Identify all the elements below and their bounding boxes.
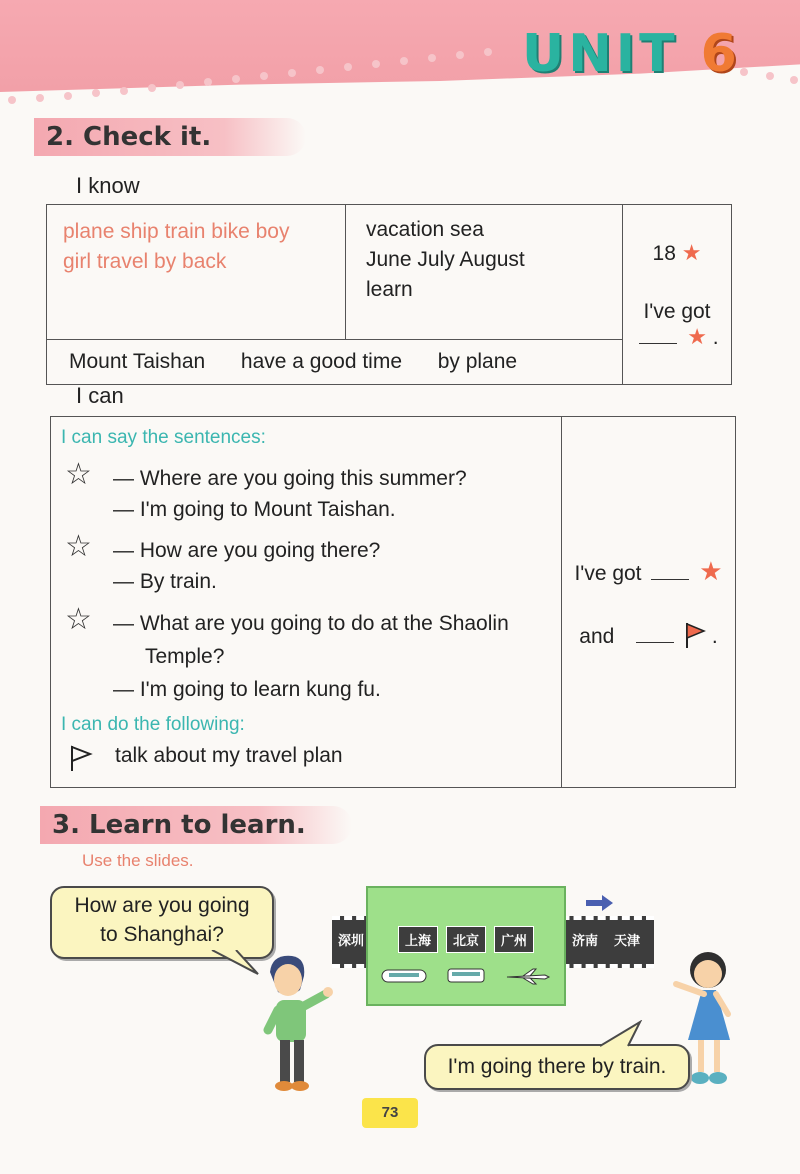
outline-star-icon[interactable]: ☆ — [65, 530, 92, 563]
blank-line[interactable] — [639, 343, 677, 344]
arrow-right-icon — [586, 894, 614, 912]
section-check-it-heading: 2. Check it. — [34, 118, 306, 156]
city-button[interactable]: 上海 — [398, 926, 438, 953]
phrase-item: have a good time — [240, 350, 402, 373]
slide-panel[interactable] — [366, 886, 566, 1006]
city-label: 深圳 — [338, 933, 365, 948]
got-stars-line — [624, 300, 730, 350]
star-icon: ★ — [699, 555, 723, 586]
sentence-line: — I'm going to Mount Taishan. — [113, 498, 396, 521]
bubble-line: How are you going — [74, 894, 250, 917]
star-icon: ★ — [687, 323, 707, 349]
speech-bubble-right: I'm going there by train. — [424, 1044, 690, 1090]
outline-star-icon[interactable]: ☆ — [65, 458, 92, 491]
sentence-item — [61, 458, 551, 525]
period: . — [711, 624, 718, 648]
vocab-line-1: vacation sea — [366, 218, 484, 241]
phrase-item: Mount Taishan — [69, 350, 206, 373]
i-know-table — [46, 204, 732, 385]
transport-icons — [368, 967, 564, 985]
bubble-line: to Shanghai? — [100, 923, 224, 946]
sentence-line: — By train. — [113, 570, 217, 593]
page-number: 73 — [362, 1098, 418, 1128]
vocab-cell-1 — [47, 205, 346, 340]
score-cell-2 — [562, 417, 736, 788]
sentences-cell — [51, 417, 562, 788]
vocab-words-pink: plane ship train bike boy girl travel by back — [63, 220, 290, 273]
flag-icon[interactable] — [69, 744, 93, 772]
unit-word: UNIT — [522, 24, 679, 84]
subheading: Use the slides. — [82, 851, 194, 870]
got-text: I've got — [574, 561, 642, 585]
outline-star-icon[interactable]: ☆ — [65, 603, 92, 636]
bus-icon[interactable] — [447, 967, 487, 985]
speech-bubble-left — [50, 886, 274, 959]
slide-cities — [368, 926, 564, 953]
vocab-line-3: learn — [366, 278, 413, 301]
sentence-line: — What are you going to do at the Shaolin — [113, 612, 509, 635]
say-heading: I can say the sentences: — [61, 427, 266, 448]
total-stars — [624, 240, 730, 266]
sentence-line: — How are you going there? — [113, 539, 381, 562]
vocab-line-2: June July August — [366, 248, 525, 271]
i-can-label: I can — [76, 383, 124, 408]
section-learn-to-learn-heading: 3. Learn to learn. — [40, 806, 352, 844]
phrase-item: by plane — [437, 350, 518, 373]
sentence-item — [61, 530, 551, 597]
i-can-table — [50, 416, 736, 788]
sentence-line: Temple? — [145, 645, 225, 668]
city-button[interactable]: 广州 — [494, 926, 534, 953]
plane-icon[interactable] — [505, 967, 551, 985]
bubble-tail-right — [600, 1020, 644, 1048]
i-know-label: I know — [76, 173, 140, 198]
score-cell-1 — [623, 205, 732, 385]
and-flags-line — [563, 621, 734, 649]
do-heading: I can do the following: — [61, 714, 245, 735]
unit-number: 6 — [700, 24, 741, 84]
blank-line[interactable] — [636, 642, 674, 643]
sentence-line: — Where are you going this summer? — [113, 467, 467, 490]
and-text: and — [579, 624, 615, 648]
got-stars-line — [563, 556, 734, 587]
train-icon[interactable] — [381, 967, 429, 985]
star-icon: ★ — [681, 239, 702, 265]
sentence-line: — I'm going to learn kung fu. — [113, 678, 381, 701]
boy-illustration — [240, 950, 340, 1100]
city-button[interactable]: 北京 — [446, 926, 486, 953]
city-label: 济南 — [572, 933, 599, 948]
period: . — [712, 325, 719, 349]
vocab-cell-2 — [346, 205, 623, 340]
phrases-cell — [47, 340, 623, 385]
unit-title — [522, 24, 741, 84]
sentence-item — [61, 603, 551, 706]
blank-line[interactable] — [651, 579, 689, 580]
red-flag-icon — [684, 621, 706, 649]
city-label: 天津 — [614, 933, 641, 948]
do-item-text: talk about my travel plan — [115, 744, 343, 767]
got-text: I've got — [643, 299, 711, 323]
do-item — [61, 744, 551, 768]
total-stars-number: 18 — [652, 241, 676, 265]
